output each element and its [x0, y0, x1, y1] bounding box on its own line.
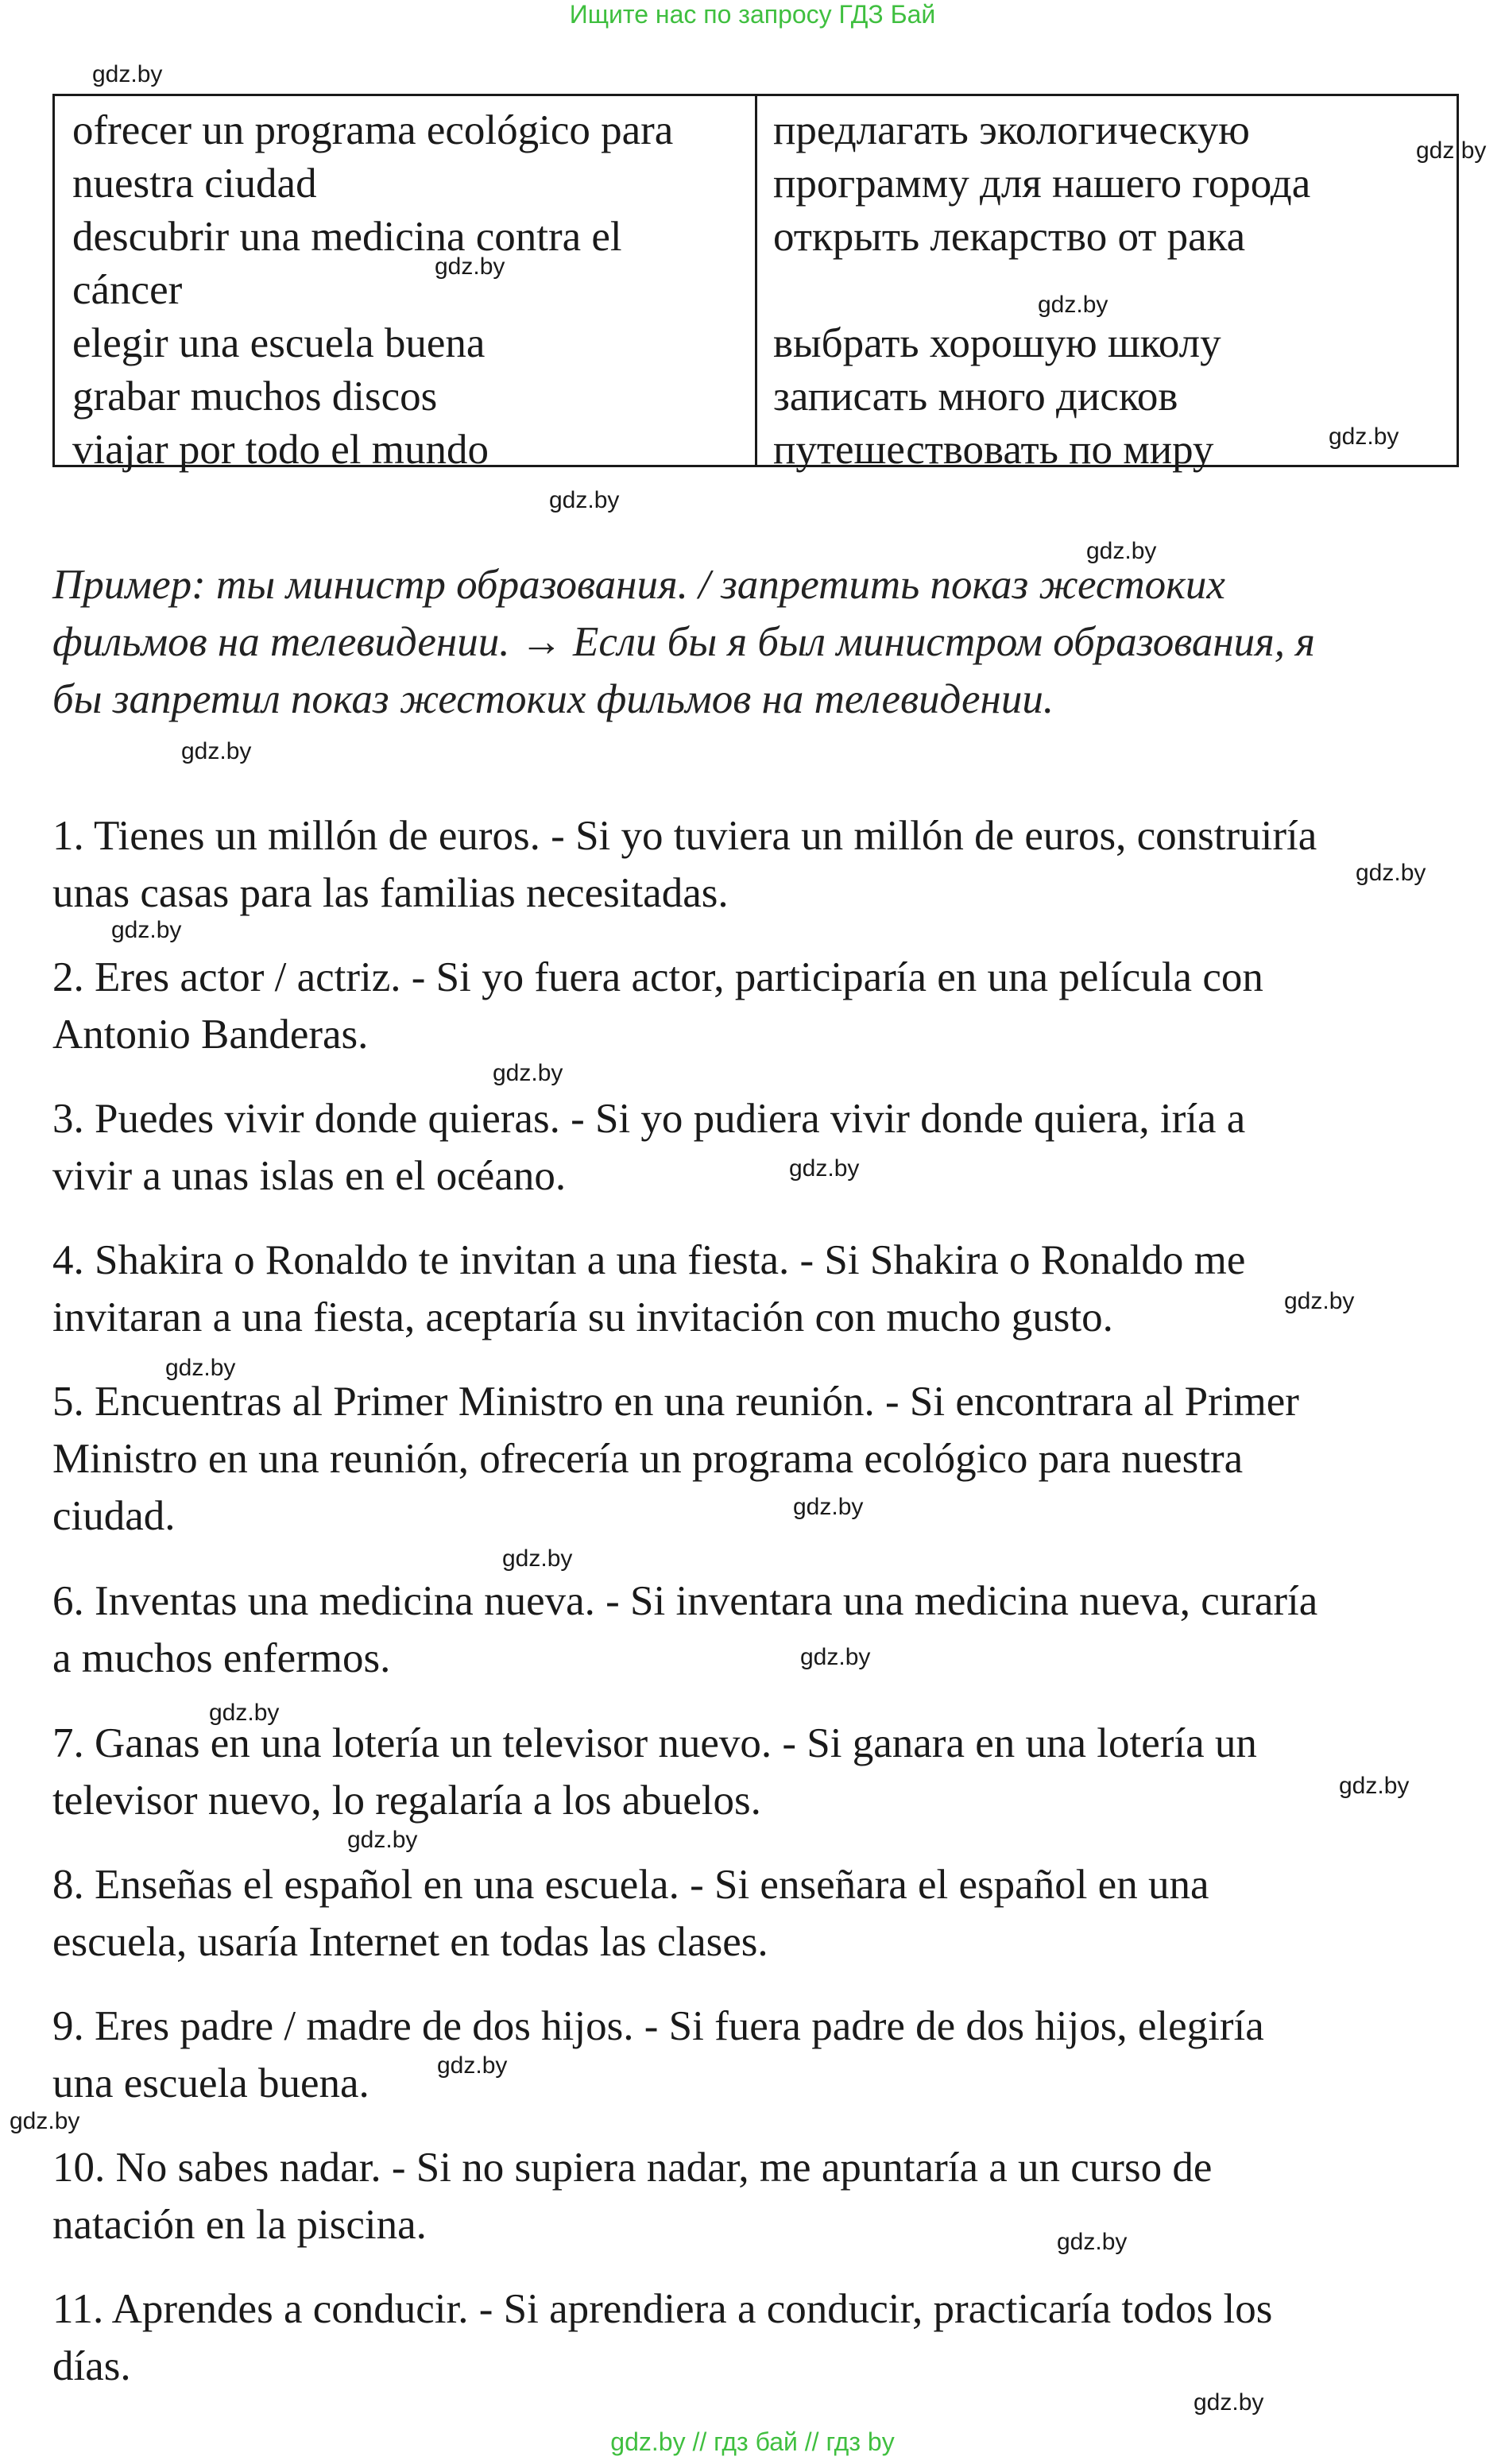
- russian-phrase: записать много дисков: [773, 373, 1178, 420]
- watermark: gdz.by: [502, 1545, 573, 1572]
- watermark: gdz.by: [493, 1060, 563, 1086]
- answer-item-2: [52, 949, 1475, 1063]
- example-line: Пример: ты министр образования. / запретить показ жестоких: [52, 562, 1225, 608]
- watermark: gdz.by: [437, 2052, 508, 2079]
- spanish-phrase: descubrir una medicina contra el: [72, 214, 622, 260]
- spanish-phrase: viajar por todo el mundo: [72, 427, 489, 473]
- answer-line: ciudad.: [52, 1493, 176, 1539]
- page-footer-banner: gdz.by // гдз бай // гдз by: [610, 2427, 895, 2456]
- watermark: gdz.by: [1416, 137, 1487, 164]
- answer-line: 9. Eres padre / madre de dos hijos. - Si fuera padre de dos hijos, elegiría: [52, 2003, 1264, 2049]
- answer-line: 7. Ganas en una lotería un televisor nuevo. - Si ganara en una lotería un: [52, 1720, 1257, 1766]
- answer-line: natación en la piscina.: [52, 2202, 427, 2248]
- watermark: gdz.by: [789, 1155, 860, 1182]
- watermark: gdz.by: [1086, 538, 1157, 564]
- answer-item-5: [52, 1373, 1475, 1545]
- watermark: gdz.by: [347, 1827, 418, 1853]
- answer-item-3: [52, 1090, 1475, 1205]
- watermark: gdz.by: [1057, 2229, 1128, 2255]
- spanish-phrase: ofrecer un programa ecológico para: [72, 107, 674, 153]
- russian-phrase: путешествовать по миру: [773, 427, 1214, 473]
- answer-item-8: [52, 1856, 1475, 1971]
- page-header-banner: Ищите нас по запросу ГДЗ Бай: [569, 0, 936, 29]
- watermark: gdz.by: [1356, 860, 1426, 886]
- answer-line: televisor nuevo, lo regalaría a los abuelos.: [52, 1777, 761, 1824]
- answer-line: a muchos enfermos.: [52, 1635, 391, 1681]
- russian-phrase: предлагать экологическую: [773, 107, 1250, 153]
- answer-item-6: [52, 1572, 1475, 1687]
- watermark: gdz.by: [10, 2108, 80, 2134]
- spanish-phrase: grabar muchos discos: [72, 373, 438, 420]
- watermark: gdz.by: [793, 1494, 864, 1520]
- answer-item-1: [52, 807, 1475, 922]
- russian-phrase: программу для нашего города: [773, 161, 1311, 207]
- answer-line: días.: [52, 2343, 131, 2389]
- watermark: gdz.by: [1284, 1288, 1355, 1314]
- answer-line: Ministro en una reunión, ofrecería un programa ecológico para nuestra: [52, 1436, 1244, 1482]
- answer-item-11: [52, 2280, 1475, 2395]
- watermark: gdz.by: [111, 917, 182, 943]
- example-line: бы запретил показ жестоких фильмов на телевидении.: [52, 676, 1054, 722]
- watermark: gdz.by: [435, 253, 505, 280]
- watermark: gdz.by: [209, 1700, 280, 1726]
- answer-line: 10. No sabes nadar. - Si no supiera nadar, me apuntaría a un curso de: [52, 2145, 1213, 2191]
- example-line: фильмов на телевидении. → Если бы я был министром образования, я: [52, 619, 1315, 665]
- answer-line: invitaran a una fiesta, aceptaría su invitación con mucho gusto.: [52, 1294, 1113, 1340]
- answer-line: escuela, usaría Internet en todas las clases.: [52, 1919, 768, 1965]
- answer-line: 2. Eres actor / actriz. - Si yo fuera actor, participaría en una película con: [52, 954, 1263, 1000]
- answer-line: 11. Aprendes a conducir. - Si aprendiera a conducir, practicaría todos los: [52, 2286, 1273, 2332]
- russian-phrase: открыть лекарство от рака: [773, 214, 1246, 260]
- answer-line: vivir a unas islas en el océano.: [52, 1153, 567, 1199]
- answer-line: 4. Shakira o Ronaldo te invitan a una fiesta. - Si Shakira o Ronaldo me: [52, 1237, 1246, 1283]
- russian-phrase: выбрать хорошую школу: [773, 320, 1221, 366]
- answer-line: unas casas para las familias necesitadas.: [52, 870, 729, 916]
- answer-line: 3. Puedes vivir donde quieras. - Si yo pudiera vivir donde quiera, iría a: [52, 1096, 1246, 1142]
- watermark: gdz.by: [1194, 2389, 1264, 2416]
- watermark: gdz.by: [181, 738, 252, 764]
- watermark: gdz.by: [165, 1355, 236, 1381]
- russian-column: [757, 96, 1457, 473]
- answer-line: 8. Enseñas el español en una escuela. - Si enseñara el español en una: [52, 1862, 1209, 1908]
- answer-item-9: [52, 1998, 1475, 2112]
- watermark: gdz.by: [92, 61, 163, 87]
- answer-item-7: [52, 1715, 1475, 1829]
- spanish-phrase: elegir una escuela buena: [72, 320, 486, 366]
- watermark: gdz.by: [1339, 1773, 1410, 1799]
- answer-line: 1. Tienes un millón de euros. - Si yo tuviera un millón de euros, construiría: [52, 813, 1317, 859]
- answer-line: 5. Encuentras al Primer Ministro en una reunión. - Si encontrara al Primer: [52, 1379, 1299, 1425]
- spanish-phrase: nuestra ciudad: [72, 161, 317, 207]
- watermark: gdz.by: [1038, 292, 1108, 318]
- answer-line: una escuela buena.: [52, 2060, 369, 2106]
- watermark: gdz.by: [549, 487, 620, 513]
- watermark: gdz.by: [1329, 424, 1399, 450]
- spanish-column: [55, 96, 757, 473]
- answer-item-10: [52, 2139, 1475, 2253]
- watermark: gdz.by: [800, 1644, 871, 1670]
- vocabulary-table: [52, 94, 1459, 473]
- answer-item-4: [52, 1232, 1475, 1346]
- answer-line: 6. Inventas una medicina nueva. - Si inventara una medicina nueva, curaría: [52, 1578, 1318, 1624]
- spanish-phrase: cáncer: [72, 267, 183, 313]
- example-block: [52, 556, 1467, 728]
- answer-line: Antonio Banderas.: [52, 1012, 369, 1058]
